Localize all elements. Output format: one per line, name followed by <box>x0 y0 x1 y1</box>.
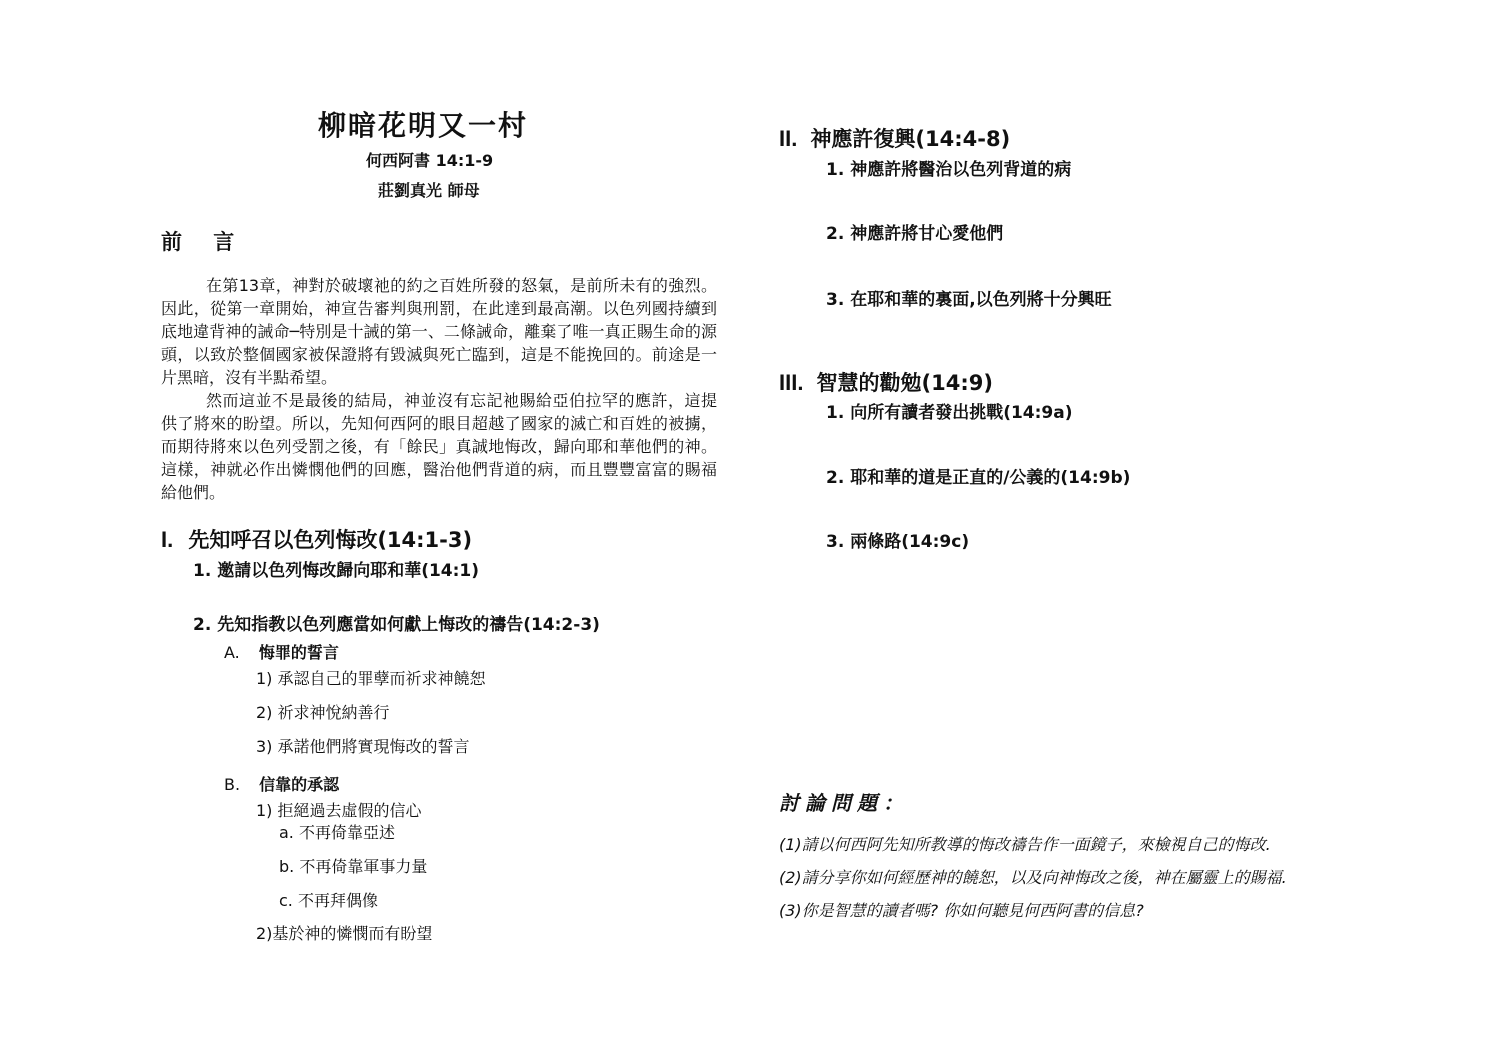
page-title: 柳暗花明又一村 <box>318 109 529 142</box>
section-1-numeral: I. <box>161 527 174 552</box>
section-3-numeral: III. <box>779 370 804 395</box>
intro-paragraph: 然而這並不是最後的結局，神並沒有忘記祂賜給亞伯拉罕的應許，這提供了將來的盼望。所以，先知何西阿的眼目超越了國家的滅亡和百姓的被擄，而期待將來以色列受罰之後，有「餘民」真誠地悔改，歸向耶和華他們的神。這樣，神就必作出憐憫他們的回應，醫治他們背道的病，而且豐豐富富的賜福給他們。 <box>161 391 717 502</box>
section-1-heading <box>161 524 472 554</box>
discussion-question: (3)你是智慧的讀者嗎? 你如何聽見何西阿書的信息? <box>779 901 1144 920</box>
subsection-b-label: 信靠的承認 <box>259 775 340 794</box>
section-3-title: 智慧的勸勉(14:9) <box>816 371 993 395</box>
subsection-a <box>224 640 339 663</box>
subsection-b-subpoint: c. 不再拜偶像 <box>279 891 378 910</box>
subsection-a-point: 3) 承諾他們將實現悔改的誓言 <box>256 737 470 756</box>
section-2-item: 2. 神應許將甘心愛他們 <box>826 224 1004 244</box>
section-2-title: 神應許復興(14:4-8) <box>810 127 1011 151</box>
section-3-heading <box>779 367 993 397</box>
subsection-a-label: 悔罪的誓言 <box>258 643 339 662</box>
section-2-numeral: II. <box>779 126 798 151</box>
author-name: 莊劉真光 師母 <box>378 181 480 200</box>
section-2-item: 3. 在耶和華的裏面,以色列將十分興旺 <box>826 290 1112 310</box>
subsection-a-point: 1) 承認自己的罪孽而祈求神饒恕 <box>256 669 486 688</box>
section-3-item: 2. 耶和華的道是正直的/公義的(14:9b) <box>826 468 1131 488</box>
section-1-item: 2. 先知指教以色列應當如何獻上悔改的禱告(14:2-3) <box>193 615 600 635</box>
intro-body <box>161 274 717 504</box>
subsection-b-subpoint: b. 不再倚靠軍事力量 <box>279 857 428 876</box>
discussion-question: (2)請分享你如何經歷神的饒恕，以及向神悔改之後，神在屬靈上的賜福. <box>779 868 1287 887</box>
section-2-heading <box>779 123 1010 153</box>
section-1-item: 1. 邀請以色列悔改歸向耶和華(14:1) <box>193 561 480 581</box>
subsection-b <box>224 772 339 795</box>
subsection-a-letter: A. <box>224 643 240 662</box>
scripture-reference: 何西阿書 14:1-9 <box>366 151 494 170</box>
subsection-b-subpoint: a. 不再倚靠亞述 <box>279 823 395 842</box>
intro-paragraph: 在第13章，神對於破壞祂的約之百姓所發的怒氣，是前所未有的強烈。因此，從第一章開始，神宣告審判與刑罰，在此達到最高潮。以色列國持續到底地違背神的誡命─特別是十誡的第一、二條誡命，離棄了唯一真正賜生命的源頭，以致於整個國家被保證將有毀滅與死亡臨到，這是不能挽回的。前途是一片黑暗，沒有半點希望。 <box>161 276 717 387</box>
section-3-item: 1. 向所有讀者發出挑戰(14:9a) <box>826 403 1073 423</box>
discussion-heading: 討論問題： <box>779 791 909 815</box>
subsection-b-letter: B. <box>224 775 241 794</box>
section-2-item: 1. 神應許將醫治以色列背道的病 <box>826 160 1072 180</box>
section-3-item: 3. 兩條路(14:9c) <box>826 532 970 552</box>
subsection-b-point: 1) 拒絕過去虛假的信心 <box>256 801 422 820</box>
subsection-b-point: 2)基於神的憐憫而有盼望 <box>256 924 433 943</box>
discussion-question: (1)請以何西阿先知所教導的悔改禱告作一面鏡子，來檢視自己的悔改. <box>779 835 1271 854</box>
section-1-title: 先知呼召以色列悔改(14:1-3) <box>188 528 473 552</box>
intro-heading: 前 言 <box>161 230 247 254</box>
subsection-a-point: 2) 祈求神悅納善行 <box>256 703 390 722</box>
